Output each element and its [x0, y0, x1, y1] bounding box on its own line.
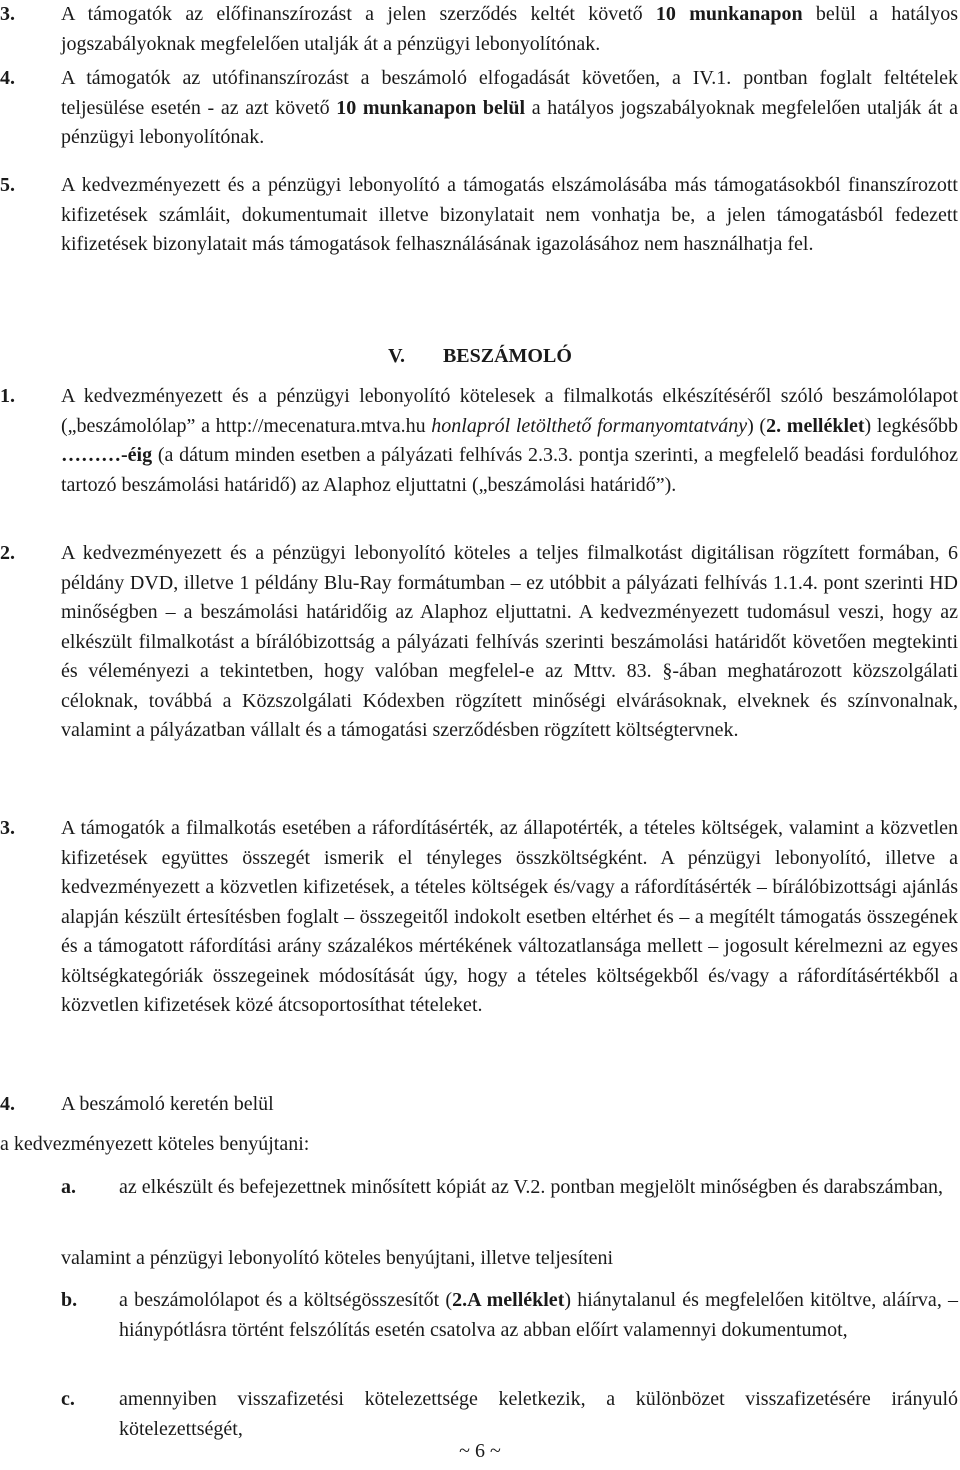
list-item-a [61, 1173, 958, 1203]
paragraph-number: 4. [0, 1093, 15, 1115]
paragraph-iv-5 [0, 171, 958, 260]
list-item-c [61, 1385, 958, 1444]
section-heading [0, 342, 960, 372]
section-title: BESZÁMOLÓ [442, 345, 572, 367]
list-item-b [61, 1286, 958, 1345]
paragraph-v-1 [0, 382, 958, 500]
paragraph-text: A kedvezményezett és a pénzügyi lebonyolító a támogatás elszámolásába más támogatásokból finanszírozott kifizetések számláit, dokumentumait illetve bizonylatait nem vonhatja be, a jelen támogatásból fedezett kifizetések bizonylatait más támogatások felhasználásának igazolásához nem használhatja fel. [61, 174, 958, 255]
paragraph-number: 3. [0, 3, 15, 25]
list-item-text: az elkészült és befejezettnek minősített kópiát az V.2. pontban megjelölt minőségben és darabszámban, [119, 1176, 944, 1198]
paragraph-v-4 [0, 1090, 958, 1120]
list-item-letter: c. [61, 1388, 75, 1410]
additional-intro: valamint a pénzügyi lebonyolító köteles benyújtani, illetve teljesíteni [61, 1247, 614, 1269]
list-item-letter: a. [61, 1176, 76, 1198]
paragraph-text: A beszámoló keretén belül [61, 1093, 274, 1115]
paragraph-text: A kedvezményezett és a pénzügyi lebonyolító kötelesek a filmalkotás elkészítéséről szóló beszámolólapot („beszámolólap” a http://mecenatura.mtva.hu honlapról letölthető formanyomtatvány) (2. melléklet) legkésőbb ………-éig (a dátum minden esetben a pályázati felhívás 2.3.3. pontja szerinti, a megfelelő beadási fordulóhoz tartozó beszámolási határidő) az Alaphoz eljuttatni („beszámolási határidő”). [61, 385, 958, 496]
list-item-text: a beszámolólapot és a költségösszesítőt (2.A melléklet) hiánytalanul és megfelelően kitöltve, aláírva, – hiánypótlásra történt felszólítás esetén csatolva az abban előírt valamennyi dokumentumot, [119, 1289, 959, 1341]
paragraph-text: A támogatók az előfinanszírozást a jelen szerződés keltét követő 10 munkanapon belül a hatályos jogszabályoknak megfelelően utalják át a pénzügyi lebonyolítónak. [61, 3, 958, 55]
list-item-letter: b. [61, 1289, 78, 1311]
paragraph-number: 5. [0, 174, 15, 196]
paragraph-number: 2. [0, 542, 15, 564]
list-item-text: amennyiben visszafizetési kötelezettsége keletkezik, a különbözet visszafizetésére irányuló kötelezettségét, [119, 1388, 958, 1440]
paragraph-number: 3. [0, 817, 15, 839]
paragraph-text: A támogatók a filmalkotás esetében a ráfordításérték, az állapotérték, a tételes költségek, valamint a közvetlen kifizetések együttes összegét ismerik el tényleges összköltségként. A pénzügyi lebonyolító, illetve a kedvezményezett a közvetlen kifizetések, a tételes költségek és/vagy a ráfordításérték – bírálóbizottsági ajánlás alapján készült értesítésben foglalt – összegeitől indokolt esetben eltérhet és – a megítélt támogatás összegének és a támogatott ráfordítási arány százalékos mértékének változatlansága mellett – jogosult kérelmezni az egyes költségkategóriák összegeinek módosítását úgy, hogy a tételes költségekből és/vagy a ráfordításértékből a közvetlen kifizetések közé átcsoportosíthat tételeket. [61, 817, 958, 1016]
paragraph-v-3 [0, 814, 958, 1021]
paragraph-number: 1. [0, 385, 15, 407]
paragraph-iv-3 [0, 0, 958, 59]
page-number: ~ 6 ~ [459, 1440, 501, 1462]
submission-intro: a kedvezményezett köteles benyújtani: [0, 1133, 310, 1155]
section-number: V. [388, 345, 405, 367]
paragraph-v-2 [0, 539, 958, 746]
paragraph-text: A támogatók az utófinanszírozást a beszámoló elfogadását követően, a IV.1. pontban foglalt feltételek teljesülése esetén - az azt követő 10 munkanapon belül a hatályos jogszabályoknak megfelelően utalják át a pénzügyi lebonyolítónak. [61, 67, 958, 148]
paragraph-number: 4. [0, 67, 15, 89]
paragraph-iv-4 [0, 64, 958, 153]
paragraph-text: A kedvezményezett és a pénzügyi lebonyolító köteles a teljes filmalkotást digitálisan rögzített formában, 6 példány DVD, illetve 1 példány Blu-Ray formátumban – ez utóbbit a pályázati felhívás 1.1.4. pont szerinti HD minőségben – a beszámolási határidőig az Alaphoz eljuttatni. A kedvezményezett tudomásul veszi, hogy az elkészült filmalkotást a bírálóbizottság a pályázati felhívás szerinti beszámolási határidőt követően megtekinti és véleményezi a tekintetben, hogy valóban megfelel-e az Mttv. 83. §-ában meghatározott közszolgálati céloknak, továbbá a Közszolgálati Kódexben rögzített minőségi elvárásoknak, elveknek és színvonalnak, valamint a pályázatban vállalt és a támogatási szerződésben rögzített költségtervnek. [61, 542, 958, 741]
